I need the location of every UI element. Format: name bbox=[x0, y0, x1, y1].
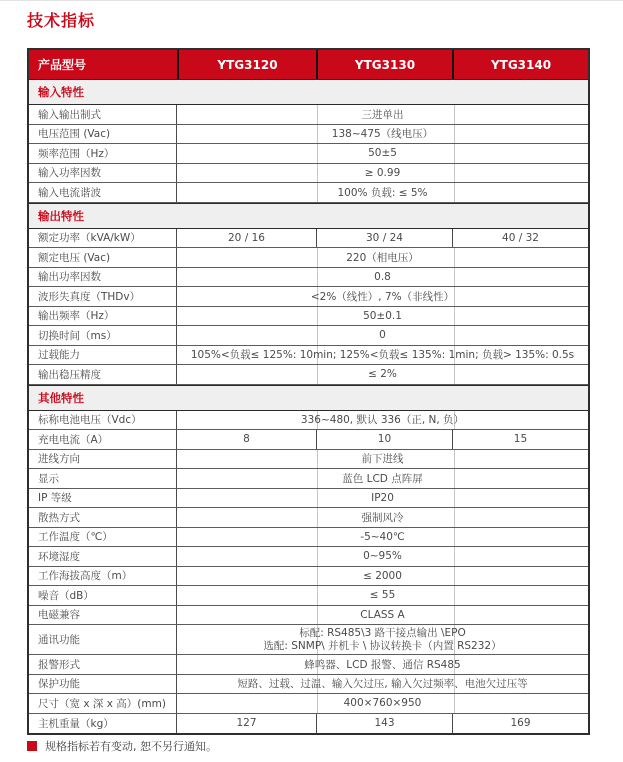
spec-value: ≤ 55 bbox=[177, 586, 588, 605]
spec-row bbox=[29, 528, 588, 548]
spec-value: ≤ 2000 bbox=[177, 567, 588, 586]
section-title: 输出特性 bbox=[38, 208, 84, 223]
section-row bbox=[29, 79, 588, 105]
spec-value: 8 bbox=[243, 433, 250, 446]
spec-label: 输出功率因数 bbox=[29, 268, 177, 287]
header-model-2: YTG3130 bbox=[316, 50, 452, 79]
spec-row bbox=[29, 229, 588, 249]
spec-value: 143 bbox=[316, 714, 452, 734]
spec-row bbox=[29, 567, 588, 587]
spec-row bbox=[29, 606, 588, 626]
spec-label: 进线方向 bbox=[29, 450, 177, 469]
spec-value: ≤ 2% bbox=[177, 365, 588, 384]
spec-row bbox=[29, 248, 588, 268]
spec-value: 40 / 32 bbox=[452, 229, 588, 248]
spec-row bbox=[29, 326, 588, 346]
spec-value-line: 选配: SNMP\ 并机卡 \ 协议转换卡（内置 RS232） bbox=[263, 639, 502, 652]
spec-label: 工作温度（℃） bbox=[29, 528, 177, 547]
spec-label: 输入功率因数 bbox=[29, 164, 177, 183]
spec-value: 三进单出 bbox=[177, 105, 588, 124]
spec-row bbox=[29, 411, 588, 431]
spec-row bbox=[29, 547, 588, 567]
spec-label: 输出频率（Hz） bbox=[29, 307, 177, 326]
spec-row bbox=[29, 287, 588, 307]
page-title: 技术指标 bbox=[27, 11, 96, 30]
spec-row bbox=[29, 586, 588, 606]
spec-value: IP20 bbox=[177, 489, 588, 508]
spec-row bbox=[29, 105, 588, 125]
spec-value: 138~475（线电压） bbox=[177, 125, 588, 144]
spec-row bbox=[29, 489, 588, 509]
spec-value-line: 标配: RS485\3 路干接点输出 \EPO bbox=[299, 626, 466, 639]
spec-label: 显示 bbox=[29, 469, 177, 488]
spec-value: <2%（线性）, 7%（非线性） bbox=[177, 287, 588, 306]
spec-value: 220（相电压） bbox=[177, 248, 588, 267]
spec-value: -5~40℃ bbox=[177, 528, 588, 547]
spec-label: 额定功率（kVA/kW） bbox=[29, 229, 177, 248]
spec-value: 前下进线 bbox=[177, 450, 588, 469]
spec-value: 50±0.1 bbox=[177, 307, 588, 326]
spec-value: 105%<负载≤ 125%: 10min; 125%<负载≤ 135%: 1min; 负载> 135%: 0.5s bbox=[177, 346, 588, 365]
spec-value: 100% 负载: ≤ 5% bbox=[177, 183, 588, 202]
spec-row bbox=[29, 430, 588, 450]
table-body bbox=[29, 79, 588, 733]
spec-label: 通讯功能 bbox=[29, 625, 177, 654]
spec-label: 报警形式 bbox=[29, 655, 177, 674]
spec-value: 50±5 bbox=[177, 144, 588, 163]
spec-value: 127 bbox=[236, 717, 257, 730]
spec-value: 强制风冷 bbox=[177, 508, 588, 527]
spec-row bbox=[29, 625, 588, 655]
spec-row bbox=[29, 307, 588, 327]
spec-row bbox=[29, 675, 588, 695]
header-product-model-label: 产品型号 bbox=[38, 58, 87, 72]
spec-label: 尺寸（宽 x 深 x 高）(mm) bbox=[29, 694, 177, 713]
spec-value bbox=[177, 625, 588, 654]
spec-label: 过载能力 bbox=[29, 346, 177, 365]
spec-value: 336~480, 默认 336（正, N, 负） bbox=[177, 411, 588, 430]
spec-row bbox=[29, 655, 588, 675]
spec-label: 电压范围 (Vac) bbox=[29, 125, 177, 144]
spec-label: 频率范围（Hz） bbox=[29, 144, 177, 163]
spec-value: 15 bbox=[452, 430, 588, 449]
spec-label: 工作海拔高度（m） bbox=[29, 567, 177, 586]
spec-row bbox=[29, 450, 588, 470]
spec-value: 169 bbox=[452, 714, 588, 734]
spec-row bbox=[29, 365, 588, 385]
header-model-1: YTG3120 bbox=[177, 50, 316, 79]
header-model-3: YTG3140 bbox=[452, 50, 588, 79]
spec-row bbox=[29, 694, 588, 714]
spec-value: 0~95% bbox=[177, 547, 588, 566]
spec-value: CLASS A bbox=[177, 606, 588, 625]
spec-label: 输入电流谐波 bbox=[29, 183, 177, 202]
footnote-text: 规格指标若有变动, 恕不另行通知。 bbox=[45, 740, 217, 753]
page-top-divider bbox=[0, 0, 623, 1]
spec-label: 输出稳压精度 bbox=[29, 365, 177, 384]
spec-label: 波形失真度（THDv） bbox=[29, 287, 177, 306]
spec-label: 噪音（dB） bbox=[29, 586, 177, 605]
spec-label: 主机重量（kg） bbox=[29, 714, 177, 734]
spec-value: 短路、过载、过温、输入欠过压, 输入欠过频率、电池欠过压等 bbox=[177, 675, 588, 694]
spec-label: 额定电压 (Vac) bbox=[29, 248, 177, 267]
spec-row bbox=[29, 508, 588, 528]
spec-value: ≥ 0.99 bbox=[177, 164, 588, 183]
spec-row bbox=[29, 268, 588, 288]
spec-value: 蜂鸣器、LCD 报警、通信 RS485 bbox=[177, 655, 588, 674]
spec-label: 输入输出制式 bbox=[29, 105, 177, 124]
spec-label: 充电电流（A） bbox=[29, 430, 177, 449]
spec-row bbox=[29, 183, 588, 203]
spec-row bbox=[29, 164, 588, 184]
spec-value: 0.8 bbox=[177, 268, 588, 287]
spec-value: 0 bbox=[177, 326, 588, 345]
spec-label: 环境湿度 bbox=[29, 547, 177, 566]
spec-value: 20 / 16 bbox=[228, 231, 265, 244]
spec-label: IP 等级 bbox=[29, 489, 177, 508]
spec-row bbox=[29, 346, 588, 366]
footnote bbox=[27, 738, 217, 754]
spec-value: 30 / 24 bbox=[316, 229, 452, 248]
section-title: 输入特性 bbox=[38, 85, 84, 99]
section-row bbox=[29, 385, 588, 411]
spec-table bbox=[27, 48, 590, 735]
spec-row bbox=[29, 714, 588, 734]
spec-row bbox=[29, 125, 588, 145]
table-header-row bbox=[29, 50, 588, 79]
section-title: 其他特性 bbox=[38, 390, 84, 405]
spec-label: 电磁兼容 bbox=[29, 606, 177, 625]
spec-label: 标称电池电压（Vdc） bbox=[29, 411, 177, 430]
spec-label: 散热方式 bbox=[29, 508, 177, 527]
spec-label: 切换时间（ms） bbox=[29, 326, 177, 345]
section-row bbox=[29, 203, 588, 229]
spec-label: 保护功能 bbox=[29, 675, 177, 694]
spec-row bbox=[29, 144, 588, 164]
spec-value: 400×760×950 bbox=[177, 694, 588, 713]
spec-value: 蓝色 LCD 点阵屏 bbox=[177, 469, 588, 488]
spec-row bbox=[29, 469, 588, 489]
red-square-bullet-icon bbox=[27, 741, 37, 751]
spec-value: 10 bbox=[316, 430, 452, 449]
